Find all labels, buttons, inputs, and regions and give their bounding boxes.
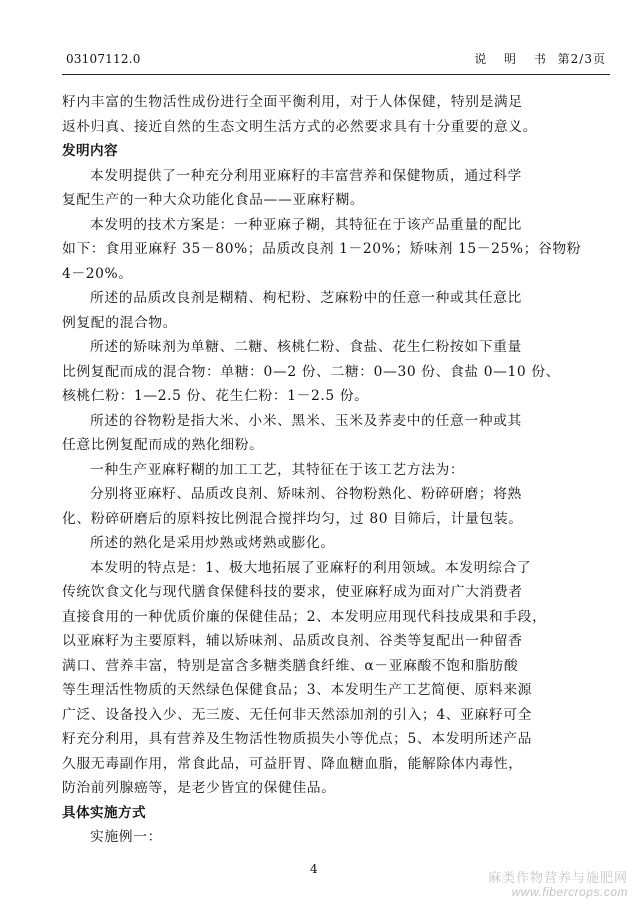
text-line: 所述的谷物粉是指大米、小米、黑米、玉米及荞麦中的任意一种或其: [90, 412, 522, 429]
text-line: 以亚麻籽为主要原料，辅以矫味剂、品质改良剂、谷类等复配出一种留香: [62, 633, 523, 649]
text-line: 久服无毒副作用，常食此品，可益肝胃、降血糖血脂，能解除体内毒性，: [62, 755, 523, 772]
header-rule: [62, 74, 610, 75]
page-number: 4: [310, 862, 318, 876]
text-line: 广泛、设备投入少、无三废、无任何非天然添加剂的引入；4、亚麻籽可全: [62, 706, 533, 723]
header-right: [474, 50, 606, 67]
text-line: 分别将亚麻籽、品质改良剂、矫味剂、谷物粉熟化、粉碎研磨；将熟: [90, 486, 522, 502]
header-title: 说 明 书: [474, 52, 553, 66]
text-line: 一种生产亚麻籽糊的加工工艺，其特征在于该工艺方法为：: [90, 461, 465, 478]
header-doc-number: 03107112.0: [66, 52, 141, 66]
text-line: 返朴归真、接近自然的生态文明生活方式的必然要求具有十分重要的意义。: [62, 118, 538, 135]
document-body: [62, 90, 582, 850]
text-line: 化、粉碎研磨后的原料按比例混合搅拌均匀，过 80 目筛后，计量包装。: [62, 510, 523, 527]
text-line: 满口、营养丰富，特别是富含多糖类膳食纤维、α－亚麻酸不饱和脂肪酸: [62, 657, 519, 674]
text-line: 4－20%。: [62, 265, 133, 282]
text-line: 直接食用的一种优质价廉的保健佳品；2、本发明应用现代科技成果和手段，: [62, 608, 547, 625]
text-line: 本发明的特点是：1、极大地拓展了亚麻籽的利用领域。本发明综合了: [90, 559, 532, 576]
text-line: 等生理活性物质的天然绿色保健食品；3、本发明生产工艺简便、原料来源: [62, 682, 533, 698]
watermark: [488, 871, 628, 899]
text-line: 比例复配而成的混合物：单糖：0—2 份、二糖：0—30 份、食盐 0—10 份、: [62, 363, 561, 380]
watermark-url: www.fibercrops.com: [511, 885, 628, 899]
text-line: 核桃仁粉：1—2.5 份、花生仁粉：1－2.5 份。: [62, 388, 369, 404]
text-line: 传统饮食文化与现代膳食保健科技的要求，使亚麻籽成为面对广大消费者: [62, 584, 523, 600]
text-line: 例复配的混合物。: [62, 314, 178, 331]
watermark-text: 麻类作物营养与施肥网: [487, 870, 628, 885]
text-line: 所述的品质改良剂是糊精、枸杞粉、芝麻粉中的任意一种或其任意比: [90, 290, 522, 306]
text-line: 复配生产的一种大众功能化食品——亚麻籽糊。: [62, 192, 365, 208]
text-line: 籽内丰富的生物活性成份进行全面平衡利用，对于人体保健，特别是满足: [62, 94, 523, 110]
text-line: 本发明提供了一种充分利用亚麻籽的丰富营养和保健物质，通过科学: [90, 167, 522, 184]
section-heading: 具体实施方式: [62, 804, 146, 821]
text-line: 实施例一：: [90, 829, 162, 845]
text-line: 籽充分利用，具有营养及生物活性物质损失小等优点；5、本发明所述产品: [62, 731, 533, 747]
text-line: 如下：食用亚麻籽 35－80%；品质改良剂 1－20%；矫味剂 15－25%；谷物粉: [62, 241, 582, 257]
section-heading: 发明内容: [62, 143, 118, 159]
text-line: 防治前列腺癌等，是老少皆宜的保健佳品。: [62, 780, 336, 796]
text-line: 本发明的技术方案是：一种亚麻子糊，其特征在于该产品重量的配比: [90, 216, 522, 233]
text-line: 任意比例复配而成的熟化细粉。: [62, 437, 264, 453]
text-line: 所述的矫味剂为单糖、二糖、核桃仁粉、食盐、花生仁粉按如下重量: [90, 339, 522, 355]
header-page-info: 第2/3页: [557, 52, 606, 66]
text-line: 所述的熟化是采用炒熟或烤熟或膨化。: [90, 535, 335, 551]
